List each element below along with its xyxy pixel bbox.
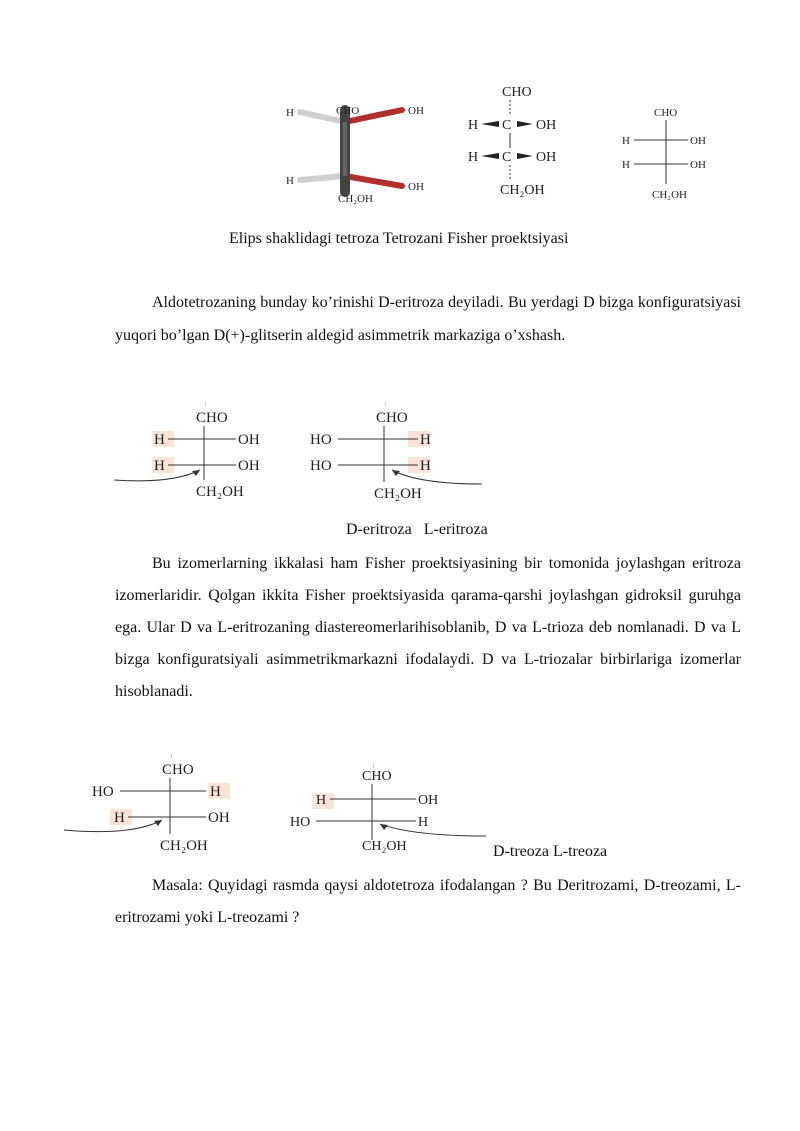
l-ery-ho1: HO — [310, 432, 332, 448]
ball-h2: H — [286, 175, 294, 187]
l-thr-ho2: HO — [290, 815, 311, 830]
caption-erythrose: D-eritroza L-eritroza — [346, 521, 488, 538]
fisher-cho: CHO — [654, 107, 678, 119]
d-thr-ch2oh: CH₂OH — [160, 838, 208, 854]
d-ery-cho: CHO — [196, 410, 228, 426]
ball-ch2oh: CH₂OH — [338, 193, 374, 205]
d-thr-h2: H — [114, 810, 125, 826]
l-ery-h1: H — [420, 432, 431, 448]
paragraph-2: Bu izomerlarning ikkalasi ham Fisher proektsiyasining bir tomonida joylashgan eritroza izomerlaridir. Qolgan ikkita Fisher proektsiyasida qarama-qarshi joylashgan gidroksil guruhga ega. Ular D va L-eritrozaning diastereomerlarihisoblanib, D va L-trioza deb nomlanadi. D va L bizga konfiguratsiyali asimmetrikmarkazni ifodalaydi. D va L-triozalar birbirlariga izomerlar hisoblanadi. — [115, 555, 741, 700]
ball-stick-tetrose — [280, 100, 440, 210]
d-thr-h1: H — [210, 784, 221, 800]
d-ery-h2: H — [154, 458, 165, 474]
d-thr-oh2: OH — [208, 810, 230, 826]
caption-tetrose: Elips shaklidagi tetroza Tetrozani Fisher proektsiyasi — [229, 230, 569, 247]
fisher-h1: H — [622, 135, 630, 147]
d-threose-structure — [62, 750, 262, 858]
l-ery-cho: CHO — [376, 410, 408, 426]
fisher-projection — [618, 100, 728, 205]
fisher-h2: H — [622, 159, 630, 171]
d-thr-ho1: HO — [92, 784, 114, 800]
d-ery-oh1: OH — [238, 432, 260, 448]
wedge-projection — [462, 80, 582, 205]
l-thr-ch2oh: CH₂OH — [362, 839, 407, 854]
svg-text:1: 1 — [372, 764, 375, 770]
d-ery-oh2: OH — [238, 458, 260, 474]
l-thr-h2: H — [418, 815, 429, 830]
d-thr-cho: CHO — [162, 762, 194, 778]
paragraph-1: Aldotetrozaning bunday ko’rinishi D-eritroza deyiladi. Bu yerdagi D bizga konfiguratsiyasi yuqori bo’lgan D(+)-glitserin aldegid asimmetrik markaziga o’xshash. — [115, 294, 741, 344]
svg-text:1: 1 — [170, 754, 173, 760]
ball-oh2: OH — [408, 181, 424, 193]
l-thr-oh1: OH — [418, 793, 439, 808]
fisher-oh1: OH — [690, 135, 706, 147]
l-thr-h1: H — [316, 793, 327, 808]
d-ery-ch2oh: CH₂OH — [196, 484, 244, 500]
wedge-cho: CHO — [502, 85, 532, 100]
wedge-c1: C — [502, 118, 512, 133]
ball-h1: H — [286, 107, 294, 119]
paragraph-3: Masala: Quyidagi rasmda qaysi aldotetroza ifodalangan ? Bu Deritrozami, D-treozami, L-eritrozami yoki L-treozami ? — [115, 877, 741, 926]
l-ery-ho2: HO — [310, 458, 332, 474]
d-ery-h1: H — [154, 432, 165, 448]
l-ery-ch2oh: CH₂OH — [374, 486, 422, 502]
wedge-h1: H — [468, 118, 479, 133]
caption-threose: D-treoza L-treoza — [493, 843, 608, 860]
l-erythrose-structure — [300, 398, 485, 506]
l-ery-h2: H — [420, 458, 431, 474]
svg-text:1: 1 — [384, 402, 387, 408]
ball-oh1: OH — [408, 105, 424, 117]
wedge-c2: C — [502, 150, 512, 165]
d-erythrose-structure — [112, 398, 292, 502]
l-thr-cho: CHO — [362, 769, 392, 784]
wedge-h2: H — [468, 150, 479, 165]
svg-text:1: 1 — [204, 402, 207, 408]
wedge-oh1: OH — [536, 118, 557, 133]
wedge-ch2oh: CH₂OH — [500, 183, 545, 198]
l-threose-structure — [284, 760, 489, 860]
wedge-oh2: OH — [536, 150, 557, 165]
fisher-ch2oh: CH₂OH — [652, 189, 688, 201]
fisher-oh2: OH — [690, 159, 706, 171]
ball-cho: CHO — [336, 105, 360, 117]
